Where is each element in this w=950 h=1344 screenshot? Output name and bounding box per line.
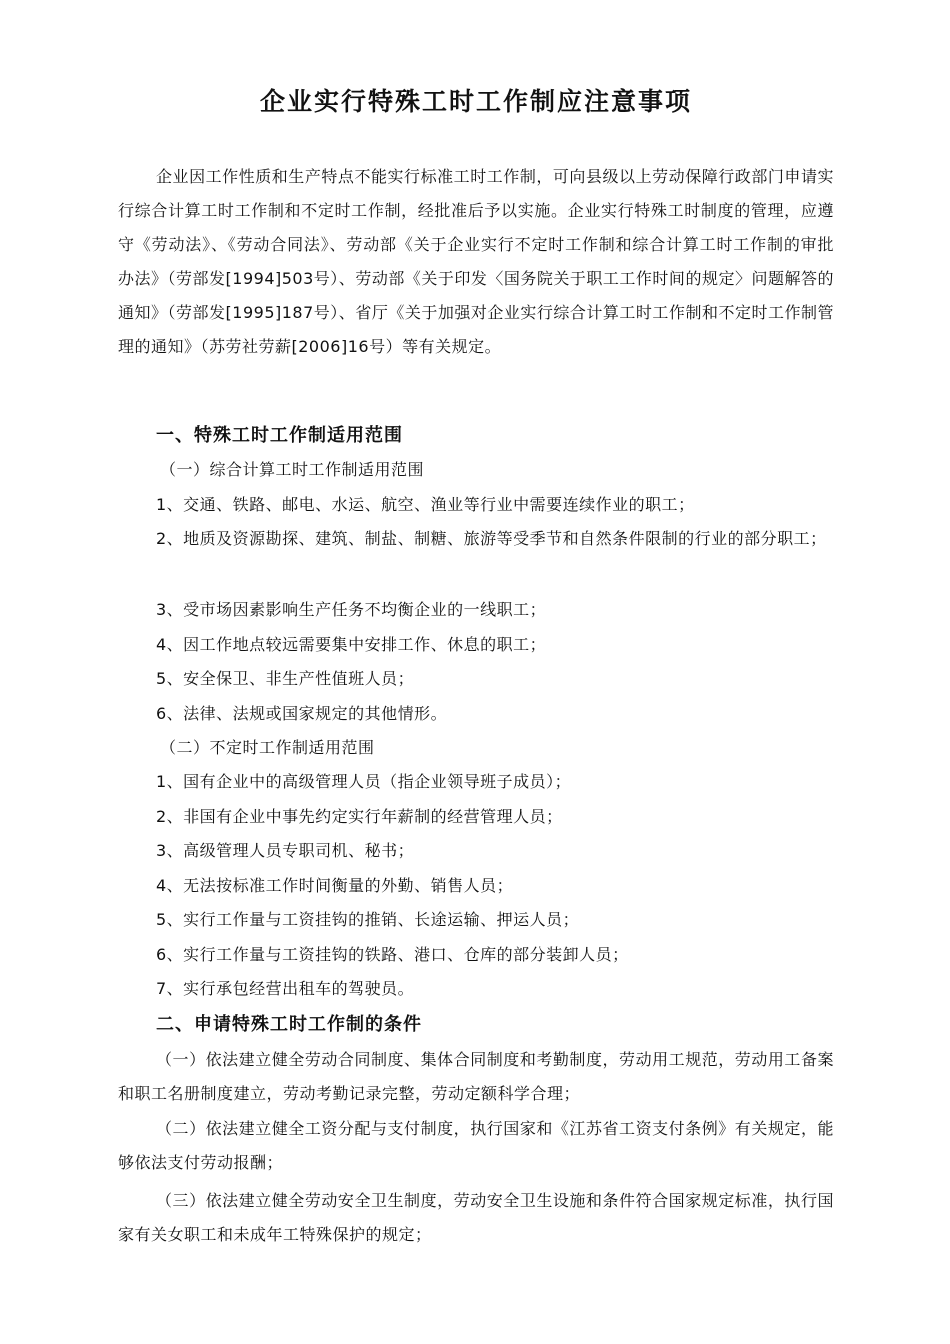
section1-sub2-heading: （二）不定时工作制适用范围 [160,738,375,757]
list-item: 5、实行工作量与工资挂钩的推销、长途运输、押运人员； [156,910,580,929]
list-item: 2、地质及资源勘探、建筑、制盐、制糖、旅游等受季节和自然条件限制的行业的部分职工； [156,529,827,548]
section2-heading: 二、申请特殊工时工作制的条件 [156,1014,422,1035]
section1-heading: 一、特殊工时工作制适用范围 [156,425,403,446]
document-title: 企业实行特殊工时工作制应注意事项 [259,87,692,116]
list-item: 3、高级管理人员专职司机、秘书； [156,841,415,860]
list-item: 2、非国有企业中事先约定实行年薪制的经营管理人员； [156,807,563,826]
list-item: 6、法律、法规或国家规定的其他情形。 [156,704,448,723]
list-item: 3、受市场因素影响生产任务不均衡企业的一线职工； [156,600,547,619]
section1-sub1-heading: （一）综合计算工时工作制适用范围 [160,460,425,479]
list-item: 7、实行承包经营出租车的驾驶员。 [156,979,415,998]
list-item: 5、安全保卫、非生产性值班人员； [156,669,415,688]
intro-paragraph: 企业因工作性质和生产特点不能实行标准工时工作制，可向县级以上劳动保障行政部门申请实行综合计算工时工作制和不定时工作制，经批准后予以实施。企业实行特殊工时制度的管理，应遵守《劳动法》、《劳动合同法》、劳动部《关于企业实行不定时工作制和综合计算工时工作制的审批办法》（劳部发[1994]503号）、劳动部《关于印发〈国务院关于职工工作时间的规定〉问题解答的通知》（劳部发[1995]187号）、省厅《关于加强对企业实行综合计算工时工作制和不定时工作制管理的通知》（苏劳社劳薪[2006]16号）等有关规定。 [118,167,834,356]
condition-item: （三）依法建立健全劳动安全卫生制度，劳动安全卫生设施和条件符合国家规定标准，执行国家有关女职工和未成年工特殊保护的规定； [118,1191,834,1244]
condition-item: （一）依法建立健全劳动合同制度、集体合同制度和考勤制度，劳动用工规范，劳动用工备案和职工名册制度建立，劳动考勤记录完整，劳动定额科学合理； [118,1050,834,1103]
condition-item: （二）依法建立健全工资分配与支付制度，执行国家和《江苏省工资支付条例》有关规定，能够依法支付劳动报酬； [118,1119,834,1172]
list-item: 1、交通、铁路、邮电、水运、航空、渔业等行业中需要连续作业的职工； [156,495,695,514]
list-item: 1、国有企业中的高级管理人员（指企业领导班子成员）； [156,772,572,791]
list-item: 4、无法按标准工作时间衡量的外勤、销售人员； [156,876,514,895]
list-item: 6、实行工作量与工资挂钩的铁路、港口、仓库的部分装卸人员； [156,945,629,964]
list-item: 4、因工作地点较远需要集中安排工作、休息的职工； [156,635,547,654]
